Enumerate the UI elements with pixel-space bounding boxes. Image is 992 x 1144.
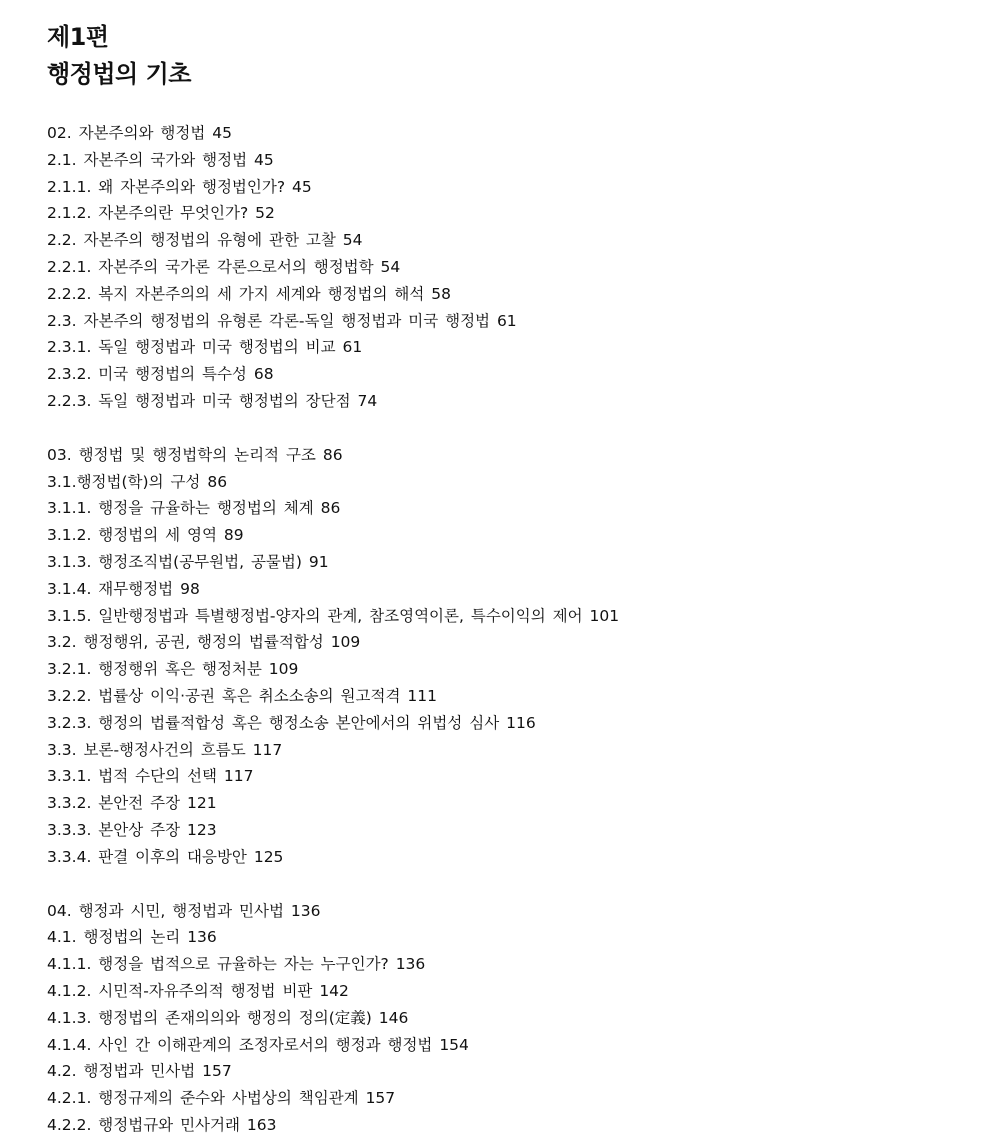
toc-entry: 3.3.4. 판결 이후의 대응방안 125 (47, 847, 284, 866)
toc-entry: 2.3.1. 독일 행정법과 미국 행정법의 비교 61 (47, 338, 363, 357)
toc-entry: 2.2.2. 복지 자본주의의 세 가지 세계와 행정법의 해석 58 (47, 284, 451, 303)
toc-entry: 2.2.1. 자본주의 국가론 각론으로서의 행정법학 54 (47, 257, 401, 276)
toc-entry: 2.1. 자본주의 국가와 행정법 45 (47, 150, 274, 169)
toc-entry: 2.3. 자본주의 행정법의 유형론 각론-독일 행정법과 미국 행정법 61 (47, 311, 517, 330)
toc-entry: 3.1.행정법(학)의 구성 86 (47, 472, 228, 491)
toc-entry: 3.3.3. 본안상 주장 123 (47, 820, 217, 839)
toc-entry: 2.2.3. 독일 행정법과 미국 행정법의 장단점 74 (47, 391, 378, 410)
toc-entry: 3.3.2. 본안전 주장 121 (47, 794, 217, 813)
toc-entry: 04. 행정과 시민, 행정법과 민사법 136 (47, 901, 321, 920)
toc-entry: 4.1.3. 행정법의 존재의의와 행정의 정의(定義) 146 (47, 1008, 409, 1027)
toc-entry: 2.3.2. 미국 행정법의 특수성 68 (47, 365, 274, 384)
toc-entry: 3.1.4. 재무행정법 98 (47, 579, 200, 598)
toc-entry: 2.1.1. 왜 자본주의와 행정법인가? 45 (47, 177, 312, 196)
toc-entry: 3.2.3. 행정의 법률적합성 혹은 행정소송 본안에서의 위법성 심사 116 (47, 713, 536, 732)
toc-entry: 02. 자본주의와 행정법 45 (47, 124, 232, 142)
toc-entry: 4.1.4. 사인 간 이해관계의 조정자로서의 행정과 행정법 154 (47, 1035, 469, 1054)
toc-entry: 2.2. 자본주의 행정법의 유형에 관한 고찰 54 (47, 231, 363, 250)
part-title: 행정법의 기초 (47, 60, 191, 88)
toc-entry: 3.1.2. 행정법의 세 영역 89 (47, 526, 244, 545)
toc-entry: 4.1.1. 행정을 법적으로 규율하는 자는 누구인가? 136 (47, 955, 426, 974)
toc-entry: 3.2.2. 법률상 이익·공권 혹은 취소소송의 원고적격 111 (47, 686, 437, 705)
toc-entry: 3.2.1. 행정행위 혹은 행정처분 109 (47, 660, 299, 679)
toc-entry: 3.1.5. 일반행정법과 특별행정법-양자의 관계, 참조영역이론, 특수이익의 제어 101 (47, 606, 620, 625)
toc-entry: 4.1. 행정법의 논리 136 (47, 928, 217, 947)
toc-entry: 03. 행정법 및 행정법학의 논리적 구조 86 (47, 445, 343, 464)
toc-entry: 4.2.2. 행정법규와 민사거래 163 (47, 1115, 277, 1134)
toc-entry: 4.2.1. 행정규제의 준수와 사법상의 책임관계 157 (47, 1089, 396, 1108)
toc-entry: 4.2. 행정법과 민사법 157 (47, 1062, 232, 1081)
toc-entry: 3.2. 행정행위, 공권, 행정의 법률적합성 109 (47, 633, 361, 652)
toc-entry: 3.1.3. 행정조직법(공무원법, 공물법) 91 (47, 552, 329, 571)
toc-entry: 4.1.2. 시민적-자유주의적 행정법 비판 142 (47, 981, 349, 1000)
toc-entry: 3.3. 보론-행정사건의 흐름도 117 (47, 740, 283, 759)
part-label: 제1편 (47, 23, 109, 51)
toc-entry: 2.1.2. 자본주의란 무엇인가? 52 (47, 204, 275, 223)
toc-entry: 3.1.1. 행정을 규율하는 행정법의 체계 86 (47, 499, 341, 518)
toc-entry: 3.3.1. 법적 수단의 선택 117 (47, 767, 254, 786)
table-of-contents (47, 120, 992, 1139)
